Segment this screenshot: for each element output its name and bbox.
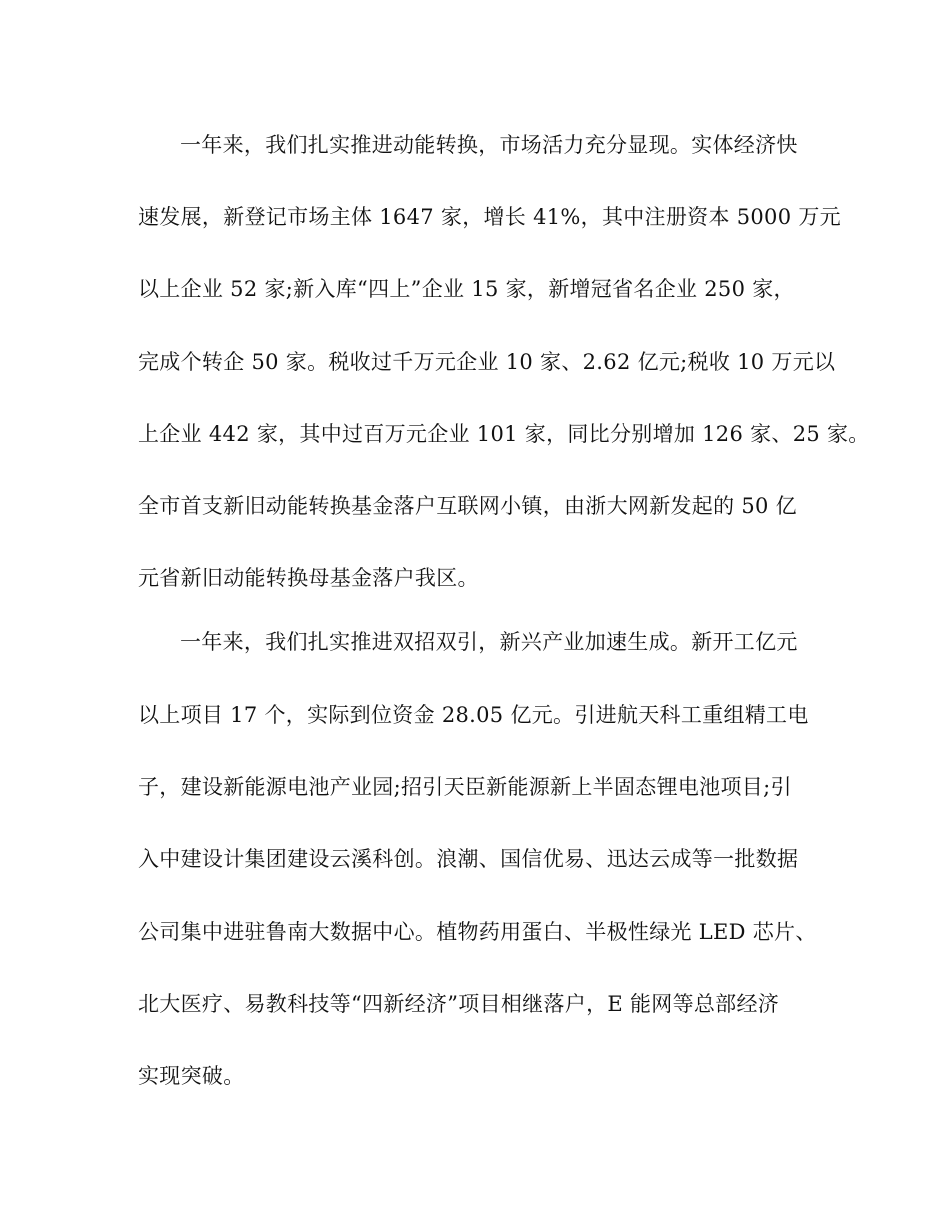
- paragraph-2-line-4: 入中建设计集团建设云溪科创。浪潮、国信优易、迅达云成等一批数据: [138, 847, 799, 871]
- paragraph-1-line-3: 以上企业 52 家;新入库“四上”企业 15 家，新增冠省名企业 250 家，: [138, 277, 795, 301]
- paragraph-2-line-1: 一年来，我们扎实推进双招双引，新兴产业加速生成。新开工亿元: [180, 630, 798, 654]
- paragraph-1-line-6: 全市首支新旧动能转换基金落户互联网小镇，由浙大网新发起的 50 亿: [138, 494, 797, 518]
- paragraph-1-line-1: 一年来，我们扎实推进动能转换，市场活力充分显现。实体经济快: [180, 133, 798, 157]
- paragraph-2-line-3: 子，建设新能源电池产业园;招引天臣新能源新上半固态锂电池项目;引: [138, 775, 792, 799]
- paragraph-1-line-5: 上企业 442 家，其中过百万元企业 101 家，同比分别增加 126 家、25 家。: [138, 422, 870, 446]
- paragraph-1-line-4: 完成个转企 50 家。税收过千万元企业 10 家、2.62 亿元;税收 10 万元以: [138, 350, 836, 374]
- paragraph-1-line-7: 元省新旧动能转换母基金落户我区。: [138, 566, 479, 590]
- paragraph-1-line-2: 速发展，新登记市场主体 1647 家，增长 41%，其中注册资本 5000 万元: [138, 205, 841, 229]
- paragraph-2-line-6: 北大医疗、易教科技等“四新经济”项目相继落户，E 能网等总部经济: [138, 992, 780, 1016]
- paragraph-2-line-7: 实现突破。: [138, 1064, 245, 1088]
- paragraph-2-line-5: 公司集中进驻鲁南大数据中心。植物药用蛋白、半极性绿光 LED 芯片、: [138, 920, 817, 944]
- paragraph-2-line-2: 以上项目 17 个，实际到位资金 28.05 亿元。引进航天科工重组精工电: [138, 703, 809, 727]
